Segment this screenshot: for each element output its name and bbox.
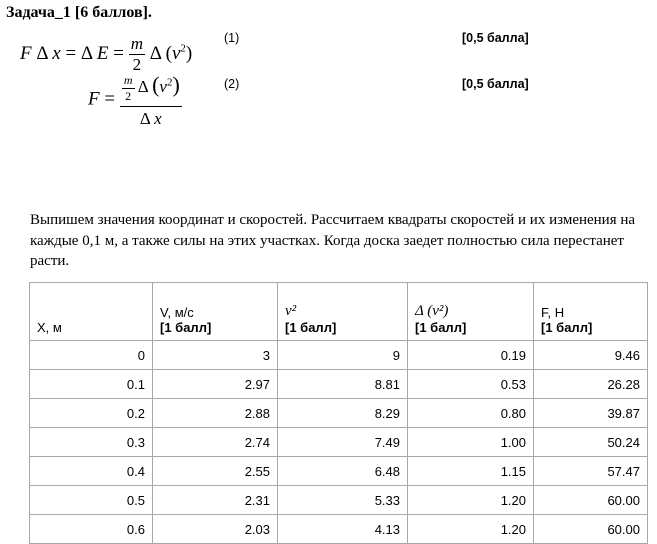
header-delta-v-squared: Δ (v²) [1 балл] bbox=[408, 283, 534, 341]
equation-2-score: [0,5 балла] bbox=[462, 77, 529, 91]
equation-1: F Δ x = Δ E = $\frac{m}{2}$ Δ $(v^2)$ bbox=[20, 34, 193, 74]
table-row: 0.5 2.31 5.33 1.20 60.00 bbox=[30, 486, 648, 515]
table-row: 0.4 2.55 6.48 1.15 57.47 bbox=[30, 457, 648, 486]
equation-1-score: [0,5 балла] bbox=[462, 31, 529, 45]
header-force: F, Н [1 балл] bbox=[534, 283, 648, 341]
problem-title: Задача_1 [6 баллов]. bbox=[6, 4, 152, 21]
header-v: V, м/с [1 балл] bbox=[153, 283, 278, 341]
table-row: 0.3 2.74 7.49 1.00 50.24 bbox=[30, 428, 648, 457]
table-row: 0 3 9 0.19 9.46 bbox=[30, 341, 648, 370]
data-table bbox=[29, 282, 648, 544]
table-row: 0.6 2.03 4.13 1.20 60.00 bbox=[30, 515, 648, 544]
table-header-row bbox=[30, 283, 648, 341]
equation-2: F = $\frac{m}{2}$ Δ $(v^2)$ Δ x bbox=[88, 72, 180, 128]
equation-2-number: (2) bbox=[224, 77, 240, 91]
solution-paragraph: Выпишем значения координат и скоростей. Рассчитаем квадраты скоростей и их изменения на каждые 0,1 м, а также силы на этих участках. Когда доска заедет полностью сила перестанет расти. bbox=[30, 212, 636, 269]
table-row: 0.1 2.97 8.81 0.53 26.28 bbox=[30, 370, 648, 399]
header-v-squared: v² [1 балл] bbox=[278, 283, 408, 341]
equation-1-number: (1) bbox=[224, 31, 240, 45]
table-row: 0.2 2.88 8.29 0.80 39.87 bbox=[30, 399, 648, 428]
header-x: X, м bbox=[30, 283, 153, 341]
